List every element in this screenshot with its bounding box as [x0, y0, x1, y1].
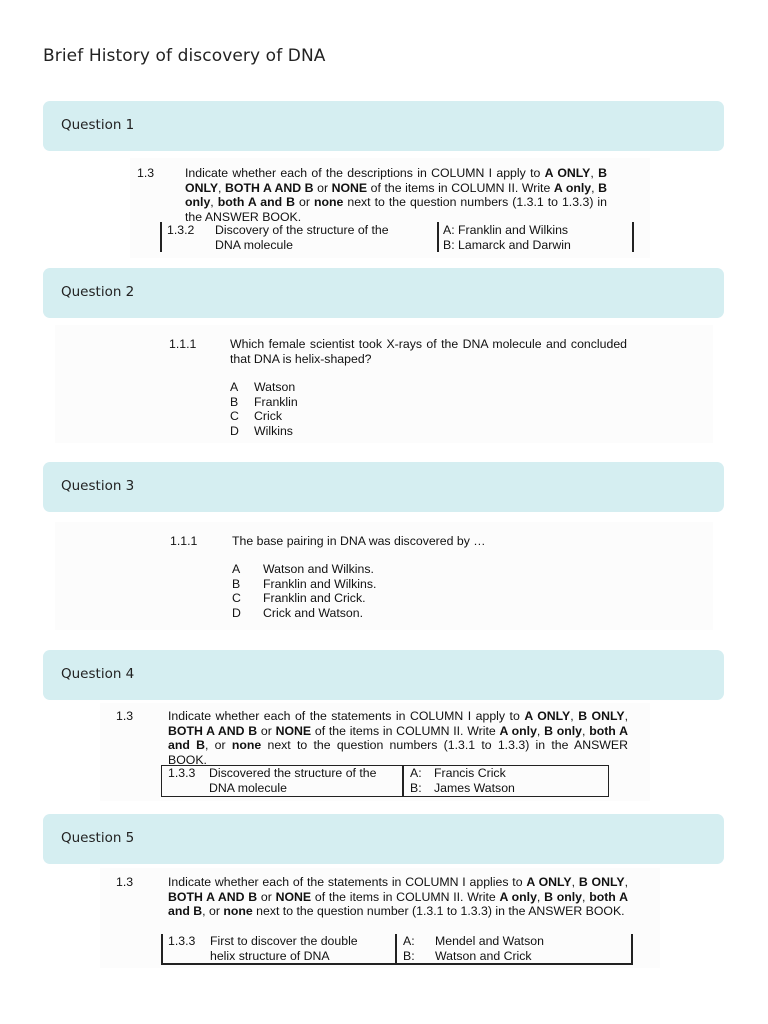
- question-3-image: [55, 522, 713, 630]
- question-5-image: [100, 868, 660, 968]
- question-4-label: Question 4: [61, 666, 135, 682]
- question-3-label: Question 3: [61, 478, 135, 494]
- question-5-table-right-border: [631, 934, 633, 964]
- question-3-header[interactable]: [43, 462, 724, 512]
- question-2-option-d-text: Wilkins: [254, 423, 293, 438]
- page-title: Brief History of discovery of DNA: [43, 46, 326, 66]
- question-5-header[interactable]: [43, 814, 724, 864]
- question-2-option-a-letter: A: [230, 380, 239, 394]
- question-1-image: [130, 158, 650, 258]
- question-4-option-b-letter: B:: [410, 781, 422, 795]
- question-1-table-divider: [437, 222, 439, 252]
- question-1-option-b: B: Lamarck and Darwin: [443, 238, 571, 252]
- question-3-option-c-letter: C: [232, 591, 241, 605]
- question-2-option-b-letter: B: [230, 394, 239, 409]
- question-5-item-line2: helix structure of DNA: [210, 949, 330, 963]
- question-1-table-left-border: [160, 222, 162, 252]
- question-2-option-d-letter: D: [230, 423, 239, 438]
- question-2-option-a-text: Watson: [254, 380, 296, 394]
- question-5-item-number: 1.3.3: [168, 934, 196, 948]
- question-2-option-c-text: Crick: [254, 409, 283, 423]
- question-3-option-a-letter: A: [232, 562, 241, 576]
- question-2-option-c-letter: C: [230, 409, 239, 423]
- question-1-option-a: A: Franklin and Wilkins: [443, 223, 569, 237]
- question-1-number: 1.3: [137, 166, 155, 180]
- question-1-item-line1: Discovery of the structure of the: [215, 223, 389, 237]
- question-5-table-left-border: [161, 934, 163, 964]
- question-3-number: 1.1.1: [170, 534, 198, 548]
- question-5-instruction: Indicate whether each of the statements in COLUMN I applies to A ONLY, B ONLY, BOTH A AND B or NONE of the items in COLUMN II. Write A only, B only, both A and B, or none next to the question number (1.3.1 to 1.3.3) in the ANSWER BOOK.: [168, 875, 628, 918]
- question-5-number: 1.3: [116, 875, 134, 889]
- question-4-option-b-text: James Watson: [434, 781, 515, 795]
- question-5-option-a-text: Mendel and Watson: [435, 934, 544, 948]
- question-5-option-a-letter: A:: [403, 934, 415, 948]
- question-3-option-c-text: Franklin and Crick.: [263, 591, 366, 605]
- question-3-option-d-letter: D: [232, 605, 241, 620]
- question-3-option-b-letter: B: [232, 576, 241, 591]
- question-5-table-divider: [395, 934, 397, 964]
- question-1-item-number: 1.3.2: [167, 223, 195, 237]
- question-1-label: Question 1: [61, 117, 135, 133]
- question-4-item-number: 1.3.3: [168, 766, 196, 780]
- question-4-image: [100, 703, 650, 801]
- question-3-stem: The base pairing in DNA was discovered by …: [232, 534, 486, 548]
- question-4-table-divider: [402, 765, 404, 797]
- question-5-option-b-letter: B:: [403, 949, 415, 963]
- question-4-header[interactable]: [43, 650, 724, 700]
- question-5-label: Question 5: [61, 830, 135, 846]
- question-2-stem: Which female scientist took X-rays of the DNA molecule and concluded that DNA is helix-shaped?: [230, 337, 627, 366]
- question-5-item-line1: First to discover the double: [210, 934, 358, 948]
- question-3-option-b-text: Franklin and Wilkins.: [263, 576, 377, 591]
- question-1-instruction: Indicate whether each of the descriptions in COLUMN I apply to A ONLY, B ONLY, BOTH A AND B or NONE of the items in COLUMN II. Write A only, B only, both A and B or none next to the question numbers (1.3.1 to 1.3.3) in the ANSWER BOOK.: [185, 166, 607, 224]
- question-3-option-d-text: Crick and Watson.: [263, 605, 364, 620]
- question-3-option-a-text: Watson and Wilkins.: [263, 562, 374, 576]
- question-1-table-right-border: [632, 222, 634, 252]
- question-4-instruction: Indicate whether each of the statements in COLUMN I apply to A ONLY, B ONLY, BOTH A AND B or NONE of the items in COLUMN II. Write A only, B only, both A and B, or none next to the question numbers (1.3.1 to 1.3.3) in the ANSWER BOOK.: [168, 709, 629, 767]
- question-1-header[interactable]: [43, 101, 724, 151]
- question-4-item-line1: Discovered the structure of the: [209, 766, 377, 780]
- question-1-item-line2: DNA molecule: [215, 238, 293, 252]
- question-2-label: Question 2: [61, 284, 135, 300]
- question-2-number: 1.1.1: [169, 337, 197, 351]
- question-2-header[interactable]: [43, 268, 724, 318]
- question-4-number: 1.3: [116, 709, 134, 723]
- question-4-option-a-text: Francis Crick: [434, 766, 506, 780]
- question-5-option-b-text: Watson and Crick: [435, 949, 532, 963]
- question-2-image: [55, 325, 713, 443]
- question-4-item-line2: DNA molecule: [209, 781, 287, 795]
- question-2-option-b-text: Franklin: [254, 394, 298, 409]
- question-4-option-a-letter: A:: [410, 766, 422, 780]
